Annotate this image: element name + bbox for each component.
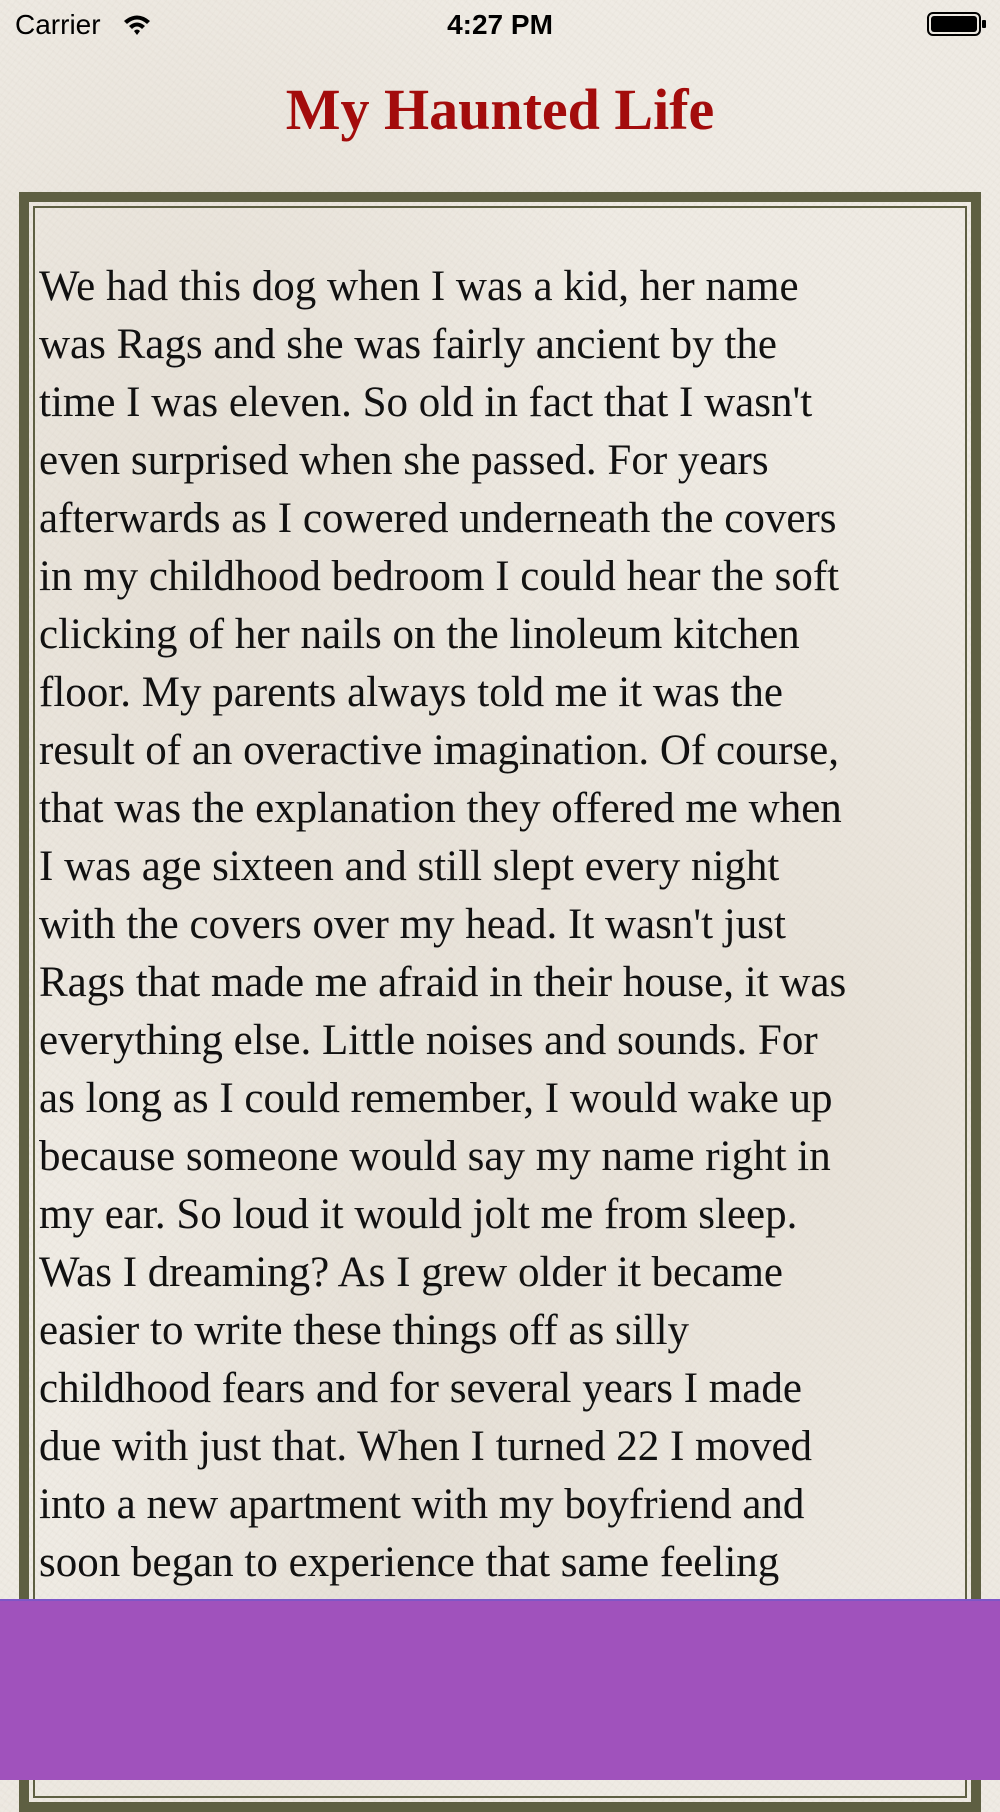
story-text[interactable] — [39, 258, 959, 1592]
story-line: even surprised when she passed. For years — [39, 437, 769, 484]
story-line: my ear. So loud it would jolt me from sleep. — [39, 1191, 798, 1238]
story-line: afterwards as I cowered underneath the covers — [39, 495, 837, 542]
story-line: was Rags and she was fairly ancient by the — [39, 321, 777, 368]
story-line: everything else. Little noises and sounds. For — [39, 1017, 818, 1064]
story-line: clicking of her nails on the linoleum kitchen — [39, 611, 800, 658]
story-line: soon began to experience that same feeling — [39, 1539, 780, 1586]
story-line: childhood fears and for several years I made — [39, 1365, 802, 1412]
story-line: because someone would say my name right in — [39, 1133, 831, 1180]
story-line: with the covers over my head. It wasn't just — [39, 901, 786, 948]
story-line: in my childhood bedroom I could hear the soft — [39, 553, 840, 600]
story-line: I was age sixteen and still slept every night — [39, 843, 780, 890]
story-line: due with just that. When I turned 22 I moved — [39, 1423, 813, 1470]
story-line: into a new apartment with my boyfriend and — [39, 1481, 805, 1528]
story-line: floor. My parents always told me it was the — [39, 669, 783, 716]
status-bar — [0, 0, 1000, 50]
page-title: My Haunted Life — [285, 77, 715, 142]
story-line: We had this dog when I was a kid, her name — [39, 263, 799, 310]
story-line: easier to write these things off as silly — [39, 1307, 690, 1354]
status-time: 4:27 PM — [447, 9, 553, 40]
bottom-bar — [0, 1599, 1000, 1780]
story-line: Rags that made me afraid in their house, it was — [39, 959, 847, 1006]
carrier-label: Carrier — [15, 9, 101, 40]
story-line: as long as I could remember, I would wake up — [39, 1075, 833, 1122]
story-line: time I was eleven. So old in fact that I wasn't — [39, 379, 813, 426]
story-line: result of an overactive imagination. Of course, — [39, 727, 839, 774]
battery-icon — [927, 12, 987, 36]
story-line: that was the explanation they offered me when — [39, 785, 842, 832]
story-line: Was I dreaming? As I grew older it became — [39, 1249, 783, 1296]
